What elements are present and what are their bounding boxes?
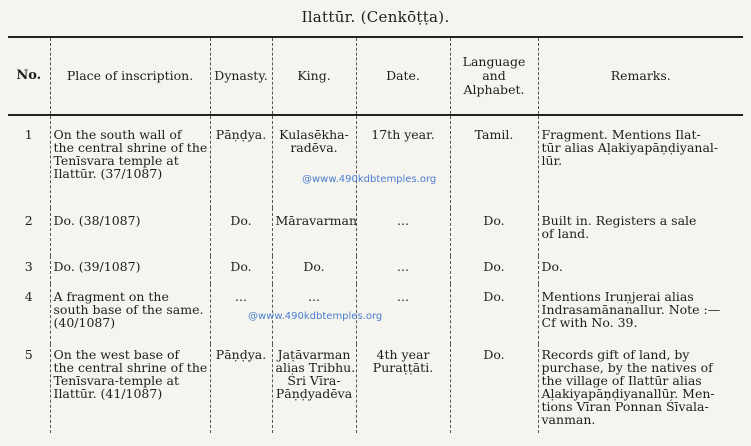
cell-language: Do. xyxy=(450,284,538,344)
cell-king-line: Śri Vīra- xyxy=(287,373,341,388)
cell-date-line: ... xyxy=(397,213,409,228)
cell-place xyxy=(50,284,210,344)
cell-place xyxy=(50,344,210,433)
cell-king-line: Jaṭāvarman xyxy=(277,347,351,362)
table-body xyxy=(8,115,743,433)
header-no: No. xyxy=(8,37,50,115)
cell-king-line: radēva. xyxy=(290,140,338,155)
cell-place-line: On the west base of xyxy=(53,347,180,362)
header-remarks: Remarks. xyxy=(538,37,743,115)
cell-king xyxy=(272,256,356,284)
header-king: King. xyxy=(272,37,356,115)
cell-remarks-line: of land. xyxy=(541,226,590,241)
cell-no: 3 xyxy=(24,259,33,274)
cell-remarks-line: Fragment. Mentions Ilat- xyxy=(541,127,701,142)
cell-place-line: the central shrine of the xyxy=(53,140,208,155)
cell-place xyxy=(50,115,210,208)
cell-king-line: Māravarman xyxy=(275,213,358,228)
header-date: Date. xyxy=(356,37,450,115)
cell-remarks-line: Indrasamānanallur. Note :— xyxy=(541,302,721,317)
cell-dynasty: Do. xyxy=(210,208,272,256)
cell-place-line: A fragment on the xyxy=(53,289,169,304)
cell-remarks-line: Aḷakiyapāṇḍiyanallūr. Men- xyxy=(541,386,715,401)
table-row xyxy=(8,344,743,433)
cell-remarks-line: the village of Ilattūr alias xyxy=(541,373,702,388)
page-title: Ilattūr. (Cenkōṭṭa). xyxy=(301,8,450,26)
watermark: @www.490kdbtemples.org xyxy=(302,174,437,185)
cell-place-line: Tenīsvara temple at xyxy=(53,153,179,168)
cell-king-line: alias Tribhu. xyxy=(275,360,356,375)
cell-remarks xyxy=(538,208,743,256)
cell-no: 1 xyxy=(24,127,33,142)
cell-king xyxy=(272,115,356,208)
cell-remarks-line: Mentions Iruṇjerai alias xyxy=(541,289,694,304)
cell-king xyxy=(272,344,356,433)
table-row xyxy=(8,115,743,208)
cell-dynasty: Pāṇḍya. xyxy=(210,115,272,208)
table-row xyxy=(8,256,743,284)
cell-dynasty: ... xyxy=(210,284,272,344)
cell-remarks-line: Do. xyxy=(541,259,563,274)
cell-place-line: (40/1087) xyxy=(53,315,116,330)
cell-place-line: Ilattūr. (37/1087) xyxy=(53,166,163,181)
cell-no: 4 xyxy=(24,289,33,304)
cell-place xyxy=(50,208,210,256)
cell-place-line: Ilattūr. (41/1087) xyxy=(53,386,163,401)
header-place: Place of inscription. xyxy=(50,37,210,115)
cell-place-line: Do. (38/1087) xyxy=(53,213,141,228)
cell-remarks xyxy=(538,344,743,433)
cell-dynasty: Do. xyxy=(210,256,272,284)
table-row xyxy=(8,208,743,256)
cell-king-line: Kulasēkha- xyxy=(279,127,349,142)
cell-remarks-line: Cf with No. 39. xyxy=(541,315,638,330)
cell-date-line: ... xyxy=(397,259,409,274)
cell-language: Do. xyxy=(450,256,538,284)
cell-king xyxy=(272,208,356,256)
cell-date-line: 17th year. xyxy=(371,127,435,142)
inscription-table xyxy=(8,36,743,433)
cell-place-line: Tenīsvara-temple at xyxy=(53,373,180,388)
cell-remarks xyxy=(538,115,743,208)
header-language-line: Language xyxy=(462,54,526,69)
cell-remarks-line: purchase, by the natives of xyxy=(541,360,713,375)
header-row xyxy=(8,37,743,115)
cell-king-line: Do. xyxy=(303,259,325,274)
cell-date xyxy=(356,115,450,208)
cell-remarks xyxy=(538,256,743,284)
cell-date xyxy=(356,256,450,284)
cell-language: Do. xyxy=(450,344,538,433)
cell-language: Do. xyxy=(450,208,538,256)
cell-date-line: ... xyxy=(397,289,409,304)
cell-king-line: Pāṇḍyadēva xyxy=(275,386,353,401)
cell-date xyxy=(356,344,450,433)
cell-place-line: south base of the same. xyxy=(53,302,204,317)
header-language xyxy=(450,37,538,115)
cell-place xyxy=(50,256,210,284)
watermark: @www.490kdbtemples.org xyxy=(248,311,383,322)
cell-place-line: the central shrine of the xyxy=(53,360,208,375)
cell-remarks-line: Records gift of land, by xyxy=(541,347,690,362)
cell-no: 5 xyxy=(24,347,33,362)
cell-king-line: ... xyxy=(308,289,320,304)
cell-no: 2 xyxy=(24,213,33,228)
cell-remarks xyxy=(538,284,743,344)
cell-place-line: Do. (39/1087) xyxy=(53,259,141,274)
cell-remarks-line: vanman. xyxy=(541,412,596,427)
cell-dynasty: Pāṇḍya. xyxy=(210,344,272,433)
cell-remarks-line: tions Vīran Ponnan Śīvala- xyxy=(541,399,709,414)
cell-date xyxy=(356,208,450,256)
cell-remarks-line: lūr. xyxy=(541,153,563,168)
header-dynasty: Dynasty. xyxy=(210,37,272,115)
cell-date-line: Puraṭṭāti. xyxy=(372,360,434,375)
cell-place-line: On the south wall of xyxy=(53,127,182,142)
cell-language: Tamil. xyxy=(450,115,538,208)
cell-remarks-line: tūr alias Aḷakiyapāṇḍiyanal- xyxy=(541,140,719,155)
header-language-line: Alphabet. xyxy=(463,82,525,97)
header-language-line: and xyxy=(482,68,506,83)
cell-date-line: 4th year xyxy=(376,347,430,362)
cell-remarks-line: Built in. Registers a sale xyxy=(541,213,697,228)
